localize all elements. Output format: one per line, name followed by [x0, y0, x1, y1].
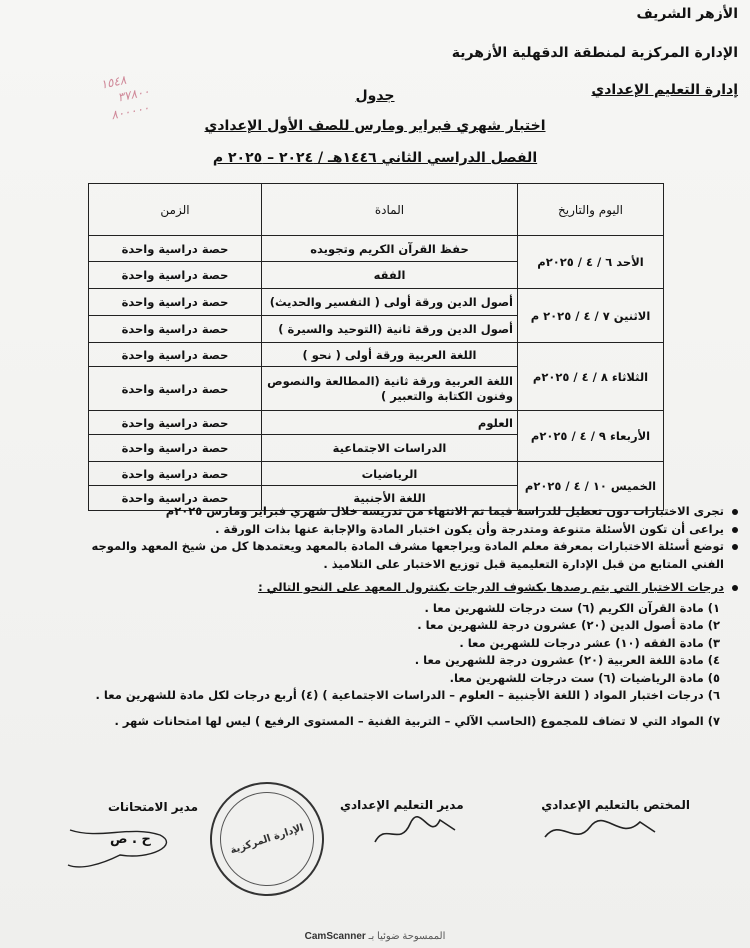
scanner-footer: [0, 926, 750, 948]
subject-cell: الدراسات الاجتماعية: [262, 435, 518, 462]
notes-section: [90, 503, 740, 730]
subject-cell: اللغة العربية ورقة أولى ( نحو ): [262, 343, 518, 367]
grade-item: ٧) المواد التي لا تضاف للمجموع (الحاسب الآلي – التربية الفنية – المستوى الرفيع ) ليس لها امتحانات شهر .: [114, 713, 720, 728]
grade-item: ١) مادة القرآن الكريم (٦) ست درجات للشهرين معا .: [424, 600, 720, 615]
exam-schedule-table: [88, 183, 664, 511]
day-cell: الأربعاء ٩ / ٤ / ٢٠٢٥م: [518, 411, 664, 462]
time-cell: حصة دراسية واحدة: [89, 435, 262, 462]
subject-cell: اللغة العربية ورقة ثانية (المطالعة والنصوص وفنون الكتابة والتعبير ): [262, 367, 518, 411]
signature-specialist-scribble: [540, 812, 660, 852]
header-day: اليوم والتاريخ: [518, 184, 664, 236]
term-title: الفصل الدراسي الثاني ١٤٤٦هـ / ٢٠٢٤ – ٢٠٢٥ م: [212, 150, 538, 166]
grade-item: ٦) درجات اختبار المواد ( اللغة الأجنبية – العلوم – الدراسات الاجتماعية ) (٤) أربع درجات لكل مادة للشهرين معا .: [95, 688, 720, 702]
signature-exams-director: مدير الامتحانات: [108, 800, 199, 814]
header-azhar: الأزهر الشريف: [636, 6, 738, 22]
table-row: [89, 289, 664, 316]
day-cell: الثلاثاء ٨ / ٤ / ٢٠٢٥م: [518, 343, 664, 411]
note-item-grades-heading: درجات الاختبار التي يتم رصدها بكشوف الدرجات بكنترول المعهد على النحو التالي :: [90, 579, 740, 597]
exam-title: اختبار شهري فبراير ومارس للصف الأول الإعدادي: [204, 118, 546, 134]
subject-cell: الرياضيات: [262, 462, 518, 486]
subject-cell: حفظ القرآن الكريم وتجويده: [262, 236, 518, 262]
header-central-admin: الإدارة المركزية لمنطقة الدقهلية الأزهرية: [451, 45, 738, 61]
official-stamp: الإدارة المركزية: [195, 767, 339, 911]
signature-specialist: المختص بالتعليم الإعدادي: [541, 798, 690, 812]
note-item: تجرى الاختبارات دون تعطيل للدراسة فيما تم الانتهاء من تدريسه خلال شهري فبراير ومارس ٢٠٢٥م: [90, 503, 740, 521]
initials-text: ح . ص: [110, 832, 151, 847]
grade-item: ٥) مادة الرياضيات (٦) ست درجات للشهرين معا.: [449, 670, 720, 685]
subject-cell: اللغة الأجنبية: [262, 486, 518, 511]
time-cell: حصة دراسية واحدة: [89, 236, 262, 262]
signature-director-scribble: [370, 812, 460, 852]
subject-cell: الفقه: [262, 262, 518, 289]
table-row: [89, 236, 664, 262]
scanned-with-label: الممسوحة ضوئيا بـ: [368, 931, 446, 942]
time-cell: حصة دراسية واحدة: [89, 486, 262, 511]
note-item: توضع أسئلة الاختبارات بمعرفة معلم المادة ويراجعها مشرف المادة بالمعهد ويعتمدها كل من شيخ المعهد والموجه الفني المتابع من قبل الإدارة التعليمية قبل توزيع الاختبار على التلاميذ .: [90, 538, 740, 573]
note-item: يراعى أن تكون الأسئلة متنوعة ومتدرجة وأن يكون اختبار المادة والإجابة عنها بذات الورقة .: [90, 521, 740, 539]
subject-cell: أصول الدين ورقة ثانية (التوحيد والسيرة ): [262, 316, 518, 343]
day-cell: الاثنين ٧ / ٤ / ٢٠٢٥ م: [518, 289, 664, 343]
time-cell: حصة دراسية واحدة: [89, 262, 262, 289]
header-subject: المادة: [262, 184, 518, 236]
time-cell: حصة دراسية واحدة: [89, 316, 262, 343]
table-row: [89, 462, 664, 486]
day-cell: الأحد ٦ / ٤ / ٢٠٢٥م: [518, 236, 664, 289]
time-cell: حصة دراسية واحدة: [89, 343, 262, 367]
title-label: جدول: [355, 88, 395, 104]
day-cell: الخميس ١٠ / ٤ / ٢٠٢٥م: [518, 462, 664, 511]
time-cell: حصة دراسية واحدة: [89, 289, 262, 316]
signature-director: مدير التعليم الإعدادي: [340, 798, 464, 812]
handwritten-note: ١٥٤٨ ٣٧٨٠٠ ٨٠٠٠٠٠: [99, 72, 151, 123]
time-cell: حصة دراسية واحدة: [89, 411, 262, 435]
camscanner-label: CamScanner: [304, 931, 366, 942]
header-prep-admin: إدارة التعليم الإعدادي: [591, 82, 738, 98]
table-header-row: [89, 184, 664, 236]
signature-exams-scribble: [60, 820, 200, 880]
time-cell: حصة دراسية واحدة: [89, 462, 262, 486]
grade-item: ٢) مادة أصول الدين (٢٠) عشرون درجة للشهرين معا .: [417, 618, 720, 632]
grade-item: ٣) مادة الفقه (١٠) عشر درجات للشهرين معا .: [459, 635, 720, 650]
header-time: الزمن: [89, 184, 262, 236]
time-cell: حصة دراسية واحدة: [89, 367, 262, 411]
grade-item: ٤) مادة اللغة العربية (٢٠) عشرون درجة للشهرين معا .: [414, 653, 720, 667]
table-row: [89, 343, 664, 367]
subject-cell: العلوم: [262, 411, 518, 435]
subject-cell: أصول الدين ورقة أولى ( التفسير والحديث): [262, 289, 518, 316]
table-row: [89, 411, 664, 435]
